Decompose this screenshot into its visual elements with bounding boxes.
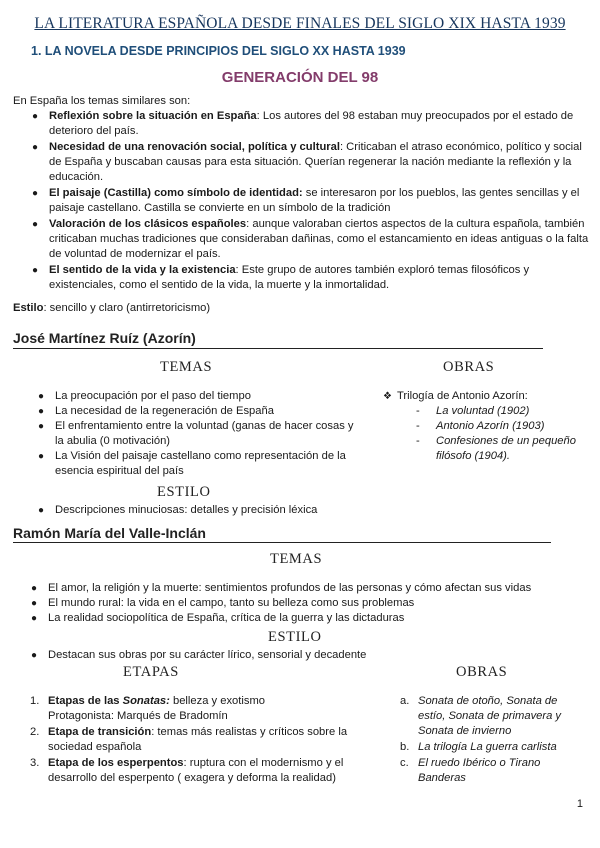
list-item	[30, 694, 383, 724]
bullet-icon: ●	[32, 265, 39, 276]
list-item	[30, 756, 383, 786]
generation-heading: GENERACIÓN DEL 98	[221, 69, 379, 86]
list-item	[38, 389, 355, 404]
list-item	[416, 434, 586, 464]
bullet-icon: ●	[32, 219, 39, 230]
diamond-bullet-icon: ❖	[383, 391, 392, 402]
item-bold: Etapa de los esperpentos	[48, 757, 184, 769]
estilo-98	[13, 301, 210, 316]
item-extra: Protagonista: Marqués de Bradomín	[48, 710, 228, 722]
dash-bullet-icon: -	[416, 435, 420, 447]
item-text: El mundo rural: la vida en el campo, tanto su belleza como sus problemas	[48, 597, 415, 609]
list-item	[31, 648, 593, 663]
dash-bullet-icon: -	[416, 405, 420, 417]
item-text: Descripciones minuciosas: detalles y precisión léxica	[55, 504, 318, 516]
list-item	[32, 109, 589, 139]
item-text: Sonata de otoño, Sonata de estío, Sonata de primavera y Sonata de invierno	[418, 695, 562, 737]
item-text: Confesiones de un pequeño filósofo (1904).	[436, 435, 576, 462]
list-item	[400, 694, 578, 739]
gen98-themes-list	[32, 109, 589, 294]
list-item	[31, 596, 593, 611]
list-item	[416, 404, 586, 419]
valle-temas-heading: TEMAS	[270, 551, 323, 567]
azorin-temas-list	[38, 389, 355, 479]
item-text: La preocupación por el paso del tiempo	[55, 390, 251, 402]
valle-obras-list	[400, 694, 578, 787]
list-item	[416, 419, 586, 434]
page-number: 1	[576, 798, 583, 810]
author-heading-valle: Ramón María del Valle-Inclán	[13, 525, 206, 541]
bullet-icon: ●	[38, 451, 45, 462]
list-item	[32, 263, 589, 293]
item-bold: El paisaje (Castilla) como símbolo de identidad:	[49, 187, 303, 199]
section-heading-novela: 1. LA NOVELA DESDE PRINCIPIOS DEL SIGLO XX HASTA 1939	[31, 44, 406, 58]
item-letter: a.	[400, 695, 410, 707]
item-text: La necesidad de la regeneración de España	[55, 405, 274, 417]
bullet-icon: ●	[31, 598, 38, 609]
list-item	[32, 186, 589, 216]
list-item	[32, 140, 589, 185]
section-divider	[13, 542, 551, 543]
list-item	[38, 503, 375, 518]
item-number: 1.	[30, 695, 40, 707]
item-bold: Etapas de las	[48, 695, 123, 707]
item-text: La Visión del paisaje castellano como representación de la esencia espiritual del país	[55, 450, 346, 477]
item-bold: El sentido de la vida y la existencia	[49, 264, 236, 276]
item-bold: Etapa de transición	[48, 726, 152, 738]
dash-bullet-icon: -	[416, 420, 420, 432]
intro-text: En España los temas similares son:	[13, 95, 191, 107]
bullet-icon: ●	[38, 421, 45, 432]
azorin-obras-intro	[383, 389, 528, 404]
item-text: El enfrentamiento entre la voluntad (ganas de hacer cosas y la abulia (0 motivación)	[55, 420, 354, 447]
bullet-icon: ●	[32, 142, 39, 153]
estilo-text: : sencillo y claro (antirretoricismo)	[43, 302, 211, 314]
azorin-temas-heading: TEMAS	[160, 359, 213, 375]
item-text: : ruptura con el modernismo y el desarrollo del esperpento ( exagera y deforma la realidad)	[48, 757, 344, 784]
author-heading-azorin: José Martínez Ruíz (Azorín)	[13, 330, 196, 346]
item-bold-italic: Sonatas:	[122, 695, 170, 707]
item-bold: Reflexión sobre la situación en España	[49, 110, 257, 122]
item-text: : Los autores del 98 estaban muy preocupados por el estado de deterioro del país.	[49, 110, 574, 137]
list-item	[400, 756, 578, 786]
azorin-estilo-heading: ESTILO	[157, 484, 211, 500]
list-item	[31, 611, 593, 626]
bullet-icon: ●	[38, 505, 45, 516]
item-bold: Valoración de los clásicos españoles	[49, 218, 247, 230]
valle-estilo-list	[31, 648, 593, 663]
item-text: El amor, la religión y la muerte: sentimientos profundos de las personas y cómo afectan sus vidas	[48, 582, 532, 594]
item-number: 3.	[30, 757, 40, 769]
section-divider	[13, 348, 543, 349]
list-item	[38, 449, 355, 479]
item-text: La realidad sociopolítica de España, crítica de la guerra y las dictaduras	[48, 612, 405, 624]
valle-etapas-heading: ETAPAS	[123, 664, 179, 680]
bullet-icon: ●	[32, 188, 39, 199]
item-number: 2.	[30, 726, 40, 738]
list-item	[38, 404, 355, 419]
item-text: Destacan sus obras por su carácter lírico, sensorial y decadente	[48, 649, 367, 661]
azorin-obras-heading: OBRAS	[443, 359, 495, 375]
item-text: : Criticaban el atraso económico, político y social de España y buscaban causas para esta situación. Querían regenerar la nación mediante la reflexión y la educación.	[49, 141, 582, 183]
item-text: se interesaron por los pueblos, las gentes sencillas y el paisaje castellano. Castilla se convierte en un símbolo de la tradición	[49, 187, 580, 214]
item-text: : temas más realistas y críticos sobre la sociedad española	[48, 726, 348, 753]
estilo-label: Estilo	[13, 302, 44, 314]
bullet-icon: ●	[32, 111, 39, 122]
item-letter: c.	[400, 757, 409, 769]
item-text: El ruedo Ibérico o Tirano Banderas	[418, 757, 541, 784]
item-text: : aunque valoraban ciertos aspectos de la cultura española, también criticaban muchas tradiciones que consideraban dañinas, como el estancamiento en ideas antiguas o la falta de voluntad de modernizar el país.	[49, 218, 589, 260]
item-text: Antonio Azorín (1903)	[436, 420, 545, 432]
list-item	[38, 419, 355, 449]
item-bold: Necesidad de una renovación social, política y cultural	[49, 141, 340, 153]
item-letter: b.	[400, 741, 410, 753]
bullet-icon: ●	[38, 391, 45, 402]
item-text: belleza y exotismo	[169, 695, 266, 707]
item-text: La trilogía La guerra carlista	[418, 741, 557, 753]
list-item	[31, 581, 593, 596]
obras-intro-text: Trilogía de Antonio Azorín:	[396, 390, 528, 402]
valle-obras-heading: OBRAS	[456, 664, 508, 680]
valle-etapas-list	[30, 694, 383, 787]
item-text: : Este grupo de autores también exploró temas filosóficos y existenciales, como el sentido de la vida, la muerte y la inmortalidad.	[49, 264, 530, 291]
bullet-icon: ●	[31, 650, 38, 661]
item-text: La voluntad (1902)	[436, 405, 530, 417]
azorin-obras-list	[416, 404, 586, 464]
bullet-icon: ●	[31, 583, 38, 594]
list-item	[32, 217, 589, 262]
valle-estilo-heading: ESTILO	[268, 629, 322, 645]
bullet-icon: ●	[31, 613, 38, 624]
bullet-icon: ●	[38, 406, 45, 417]
list-item	[400, 740, 578, 755]
azorin-estilo-list	[38, 503, 375, 518]
valle-temas-list	[31, 581, 593, 626]
list-item	[30, 725, 383, 755]
document-title: LA LITERATURA ESPAÑOLA DESDE FINALES DEL SIGLO XIX HASTA 1939	[34, 15, 566, 32]
